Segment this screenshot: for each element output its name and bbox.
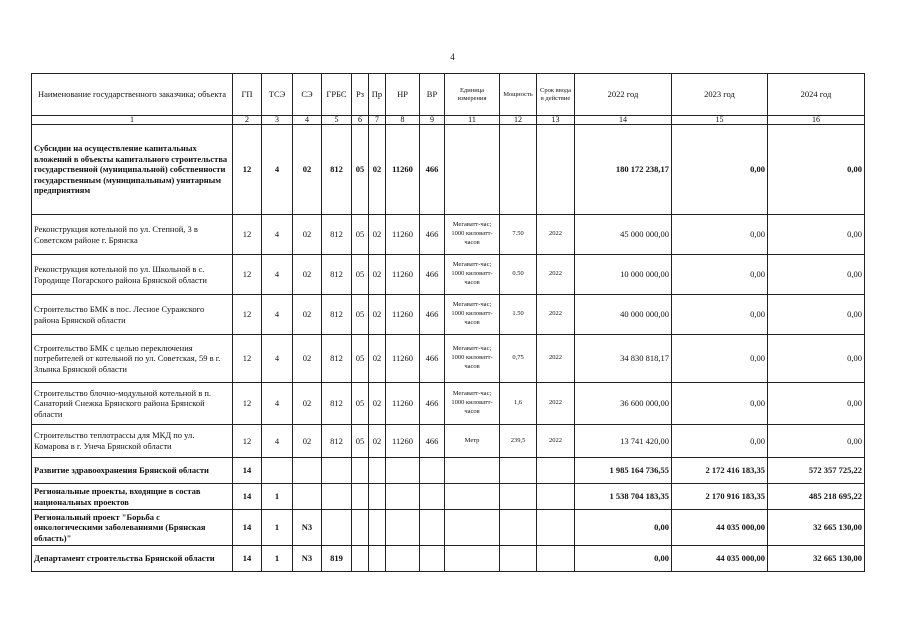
header-cell: Рз xyxy=(352,74,369,116)
table-cell: 11260 xyxy=(386,125,420,215)
table-cell: 11260 xyxy=(386,425,420,458)
table-cell xyxy=(445,458,500,484)
table-cell: 812 xyxy=(322,215,352,255)
header-cell: Наименование государственного заказчика; объекта xyxy=(32,74,233,116)
table-cell: Мегаватт-час; 1000 киловатт-часов xyxy=(445,295,500,335)
table-cell: 0,00 xyxy=(672,255,768,295)
table-cell xyxy=(500,458,537,484)
table-cell: 11260 xyxy=(386,335,420,383)
table-cell: 34 830 818,17 xyxy=(575,335,672,383)
table-cell: 0,00 xyxy=(768,335,865,383)
table-cell: 0,75 xyxy=(500,335,537,383)
table-cell xyxy=(386,458,420,484)
header-cell: 2022 год xyxy=(575,74,672,116)
table-cell: 11260 xyxy=(386,255,420,295)
page-number: 4 xyxy=(450,52,455,62)
table-cell xyxy=(262,458,293,484)
table-cell: 02 xyxy=(293,125,322,215)
column-number-cell: 16 xyxy=(768,116,865,125)
table-cell: 0,00 xyxy=(768,255,865,295)
column-number-cell: 8 xyxy=(386,116,420,125)
header-cell: Пр xyxy=(369,74,386,116)
table-cell: 2022 xyxy=(537,255,575,295)
object-name-cell: Развитие здравоохранения Брянской области xyxy=(32,458,233,484)
table-cell: Мегаватт-час; 1000 киловатт-часов xyxy=(445,255,500,295)
table-cell: 466 xyxy=(420,125,445,215)
table-cell xyxy=(500,510,537,546)
table-cell: 0,00 xyxy=(672,335,768,383)
table-cell: 485 218 695,22 xyxy=(768,484,865,510)
table-cell xyxy=(420,510,445,546)
table-row xyxy=(32,458,865,484)
column-number-cell: 13 xyxy=(537,116,575,125)
table-cell xyxy=(445,546,500,572)
table-cell: 05 xyxy=(352,425,369,458)
table-cell: 02 xyxy=(369,335,386,383)
table-cell: 812 xyxy=(322,383,352,425)
table-cell xyxy=(352,546,369,572)
table-cell xyxy=(420,484,445,510)
table-row xyxy=(32,125,865,215)
table-cell: 2 170 916 183,35 xyxy=(672,484,768,510)
table-cell: 466 xyxy=(420,295,445,335)
table-cell: 0.50 xyxy=(500,255,537,295)
column-number-cell: 14 xyxy=(575,116,672,125)
header-cell: СЭ xyxy=(293,74,322,116)
header-cell: Срок ввода в действие xyxy=(537,74,575,116)
table-cell xyxy=(369,484,386,510)
table-cell xyxy=(369,458,386,484)
table-row xyxy=(32,546,865,572)
table-body xyxy=(32,125,865,572)
column-number-cell: 6 xyxy=(352,116,369,125)
table-cell: 32 665 130,00 xyxy=(768,510,865,546)
table-cell: 0,00 xyxy=(672,425,768,458)
table-cell: 11260 xyxy=(386,295,420,335)
table-cell: 812 xyxy=(322,425,352,458)
column-number-cell: 2 xyxy=(233,116,262,125)
table-row xyxy=(32,295,865,335)
table-cell: 0,00 xyxy=(575,546,672,572)
table-cell xyxy=(445,125,500,215)
table-cell: 05 xyxy=(352,295,369,335)
table-cell xyxy=(537,484,575,510)
table-cell: 0,00 xyxy=(672,295,768,335)
table-cell: 45 000 000,00 xyxy=(575,215,672,255)
table-cell: 812 xyxy=(322,125,352,215)
table-cell xyxy=(386,546,420,572)
table-cell: 2022 xyxy=(537,383,575,425)
table-cell xyxy=(293,458,322,484)
table-cell: 466 xyxy=(420,255,445,295)
table-cell xyxy=(445,484,500,510)
table-cell: Мегаватт-час; 1000 киловатт-часов xyxy=(445,215,500,255)
table-row xyxy=(32,215,865,255)
table-cell: 819 xyxy=(322,546,352,572)
table-cell xyxy=(537,510,575,546)
table-cell: 0,00 xyxy=(768,215,865,255)
table-cell xyxy=(500,484,537,510)
table-cell: 4 xyxy=(262,125,293,215)
column-number-cell: 4 xyxy=(293,116,322,125)
table-cell: 14 xyxy=(233,546,262,572)
table-cell: N3 xyxy=(293,546,322,572)
table-cell: 4 xyxy=(262,255,293,295)
table-cell: 2022 xyxy=(537,215,575,255)
table-cell: 2 172 416 183,35 xyxy=(672,458,768,484)
table-cell: 05 xyxy=(352,125,369,215)
table-cell: 02 xyxy=(369,255,386,295)
table-cell: 466 xyxy=(420,383,445,425)
table-cell: 2022 xyxy=(537,425,575,458)
table-cell: 05 xyxy=(352,215,369,255)
table-cell: 4 xyxy=(262,335,293,383)
table-cell: 0,00 xyxy=(768,295,865,335)
table-cell: 812 xyxy=(322,255,352,295)
header-cell: ВР xyxy=(420,74,445,116)
table-cell: N3 xyxy=(293,510,322,546)
table-cell: 11260 xyxy=(386,383,420,425)
object-name-cell: Строительство теплотрассы для МКД по ул. Комарова в г. Унеча Брянской области xyxy=(32,425,233,458)
table-cell: 12 xyxy=(233,125,262,215)
header-cell: ГРБС xyxy=(322,74,352,116)
table-cell: 44 035 000,00 xyxy=(672,510,768,546)
table-cell: 1 985 164 736,55 xyxy=(575,458,672,484)
table-cell: 239,5 xyxy=(500,425,537,458)
table-cell: Метр xyxy=(445,425,500,458)
object-name-cell: Региональные проекты, входящие в состав национальных проектов xyxy=(32,484,233,510)
table-cell xyxy=(322,458,352,484)
table-cell: 2022 xyxy=(537,335,575,383)
table-cell: 1 538 704 183,35 xyxy=(575,484,672,510)
table-cell: 4 xyxy=(262,383,293,425)
table-cell: 05 xyxy=(352,335,369,383)
table-cell: 4 xyxy=(262,295,293,335)
column-number-cell: 15 xyxy=(672,116,768,125)
table-cell: 2022 xyxy=(537,295,575,335)
table-cell: Мегаватт-час; 1000 киловатт-часов xyxy=(445,335,500,383)
table-cell: 12 xyxy=(233,295,262,335)
header-row xyxy=(32,74,865,116)
table-cell: 02 xyxy=(293,335,322,383)
object-name-cell: Реконструкция котельной по ул. Школьной в с. Городище Погарского района Брянской области xyxy=(32,255,233,295)
table-cell: 02 xyxy=(293,383,322,425)
table-cell xyxy=(322,510,352,546)
header-cell: Мощность xyxy=(500,74,537,116)
column-number-cell: 5 xyxy=(322,116,352,125)
table-cell xyxy=(420,458,445,484)
table-cell: Мегаватт-час; 1000 киловатт-часов xyxy=(445,383,500,425)
table-cell: 812 xyxy=(322,295,352,335)
header-cell: Единица измерения xyxy=(445,74,500,116)
table-cell: 572 357 725,22 xyxy=(768,458,865,484)
column-number-cell: 3 xyxy=(262,116,293,125)
header-cell: НР xyxy=(386,74,420,116)
table-cell: 32 665 130,00 xyxy=(768,546,865,572)
table-cell: 13 741 420,00 xyxy=(575,425,672,458)
table-cell xyxy=(352,510,369,546)
table-row xyxy=(32,510,865,546)
header-cell: ГП xyxy=(233,74,262,116)
column-number-cell: 7 xyxy=(369,116,386,125)
table-row xyxy=(32,383,865,425)
table-cell xyxy=(500,546,537,572)
table-cell: 02 xyxy=(369,383,386,425)
table-cell: 05 xyxy=(352,383,369,425)
table-cell xyxy=(537,125,575,215)
budget-table xyxy=(31,73,865,572)
table-row xyxy=(32,484,865,510)
table-cell xyxy=(386,484,420,510)
object-name-cell: Субсидии на осуществление капитальных вложений в объекты капитального строительства государственной (муниципальной) собственности государственным (муниципальным) унитарным предприятиям xyxy=(32,125,233,215)
table-cell: 1,6 xyxy=(500,383,537,425)
table-cell: 02 xyxy=(369,425,386,458)
table-cell xyxy=(500,125,537,215)
table-cell: 14 xyxy=(233,510,262,546)
table-cell xyxy=(369,546,386,572)
table-cell: 0,00 xyxy=(768,425,865,458)
object-name-cell: Строительство блочно-модульной котельной в п. Санаторий Снежка Брянского района Брянской области xyxy=(32,383,233,425)
object-name-cell: Региональный проект "Борьба с онкологическими заболеваниями (Брянская область)" xyxy=(32,510,233,546)
table-cell: 12 xyxy=(233,425,262,458)
table-cell xyxy=(369,510,386,546)
table-cell: 02 xyxy=(293,215,322,255)
table-cell: 1 xyxy=(262,484,293,510)
table-cell xyxy=(322,484,352,510)
table-cell xyxy=(537,546,575,572)
table-cell xyxy=(445,510,500,546)
table-cell xyxy=(537,458,575,484)
table-cell: 1 xyxy=(262,546,293,572)
object-name-cell: Строительство БМК с целью переключения потребителей от котельной по ул. Советская, 59 в г. Злынка Брянской области xyxy=(32,335,233,383)
table-cell: 14 xyxy=(233,484,262,510)
table-cell xyxy=(352,484,369,510)
table-cell: 02 xyxy=(369,125,386,215)
table-cell: 812 xyxy=(322,335,352,383)
table-cell: 0,00 xyxy=(672,383,768,425)
table-cell: 05 xyxy=(352,255,369,295)
table-cell: 466 xyxy=(420,335,445,383)
table-cell: 14 xyxy=(233,458,262,484)
column-number-cell: 11 xyxy=(445,116,500,125)
table-cell xyxy=(293,484,322,510)
table-cell: 12 xyxy=(233,335,262,383)
table-cell: 4 xyxy=(262,425,293,458)
table-cell: 1.50 xyxy=(500,295,537,335)
table-cell: 44 035 000,00 xyxy=(672,546,768,572)
table-cell: 12 xyxy=(233,255,262,295)
table-cell: 180 172 238,17 xyxy=(575,125,672,215)
table-cell: 02 xyxy=(293,425,322,458)
table-cell: 0,00 xyxy=(768,125,865,215)
header-cell: 2024 год xyxy=(768,74,865,116)
table-row xyxy=(32,335,865,383)
table-cell: 466 xyxy=(420,215,445,255)
table-cell: 02 xyxy=(293,295,322,335)
table-cell: 466 xyxy=(420,425,445,458)
column-number-row xyxy=(32,116,865,125)
table-cell: 11260 xyxy=(386,215,420,255)
table-cell xyxy=(420,546,445,572)
table-cell: 10 000 000,00 xyxy=(575,255,672,295)
table-cell: 40 000 000,00 xyxy=(575,295,672,335)
table-cell: 0,00 xyxy=(672,125,768,215)
table-cell: 36 600 000,00 xyxy=(575,383,672,425)
table-row xyxy=(32,425,865,458)
table-cell: 12 xyxy=(233,215,262,255)
object-name-cell: Строительство БМК в пос. Лесное Суражского района Брянской области xyxy=(32,295,233,335)
table-cell: 02 xyxy=(369,215,386,255)
table-cell: 0,00 xyxy=(575,510,672,546)
table-cell: 7.50 xyxy=(500,215,537,255)
object-name-cell: Реконструкция котельной по ул. Степной, 3 в Советском районе г. Брянска xyxy=(32,215,233,255)
table-cell xyxy=(386,510,420,546)
header-cell: ТСЭ xyxy=(262,74,293,116)
table-cell: 1 xyxy=(262,510,293,546)
column-number-cell: 12 xyxy=(500,116,537,125)
table-cell: 02 xyxy=(293,255,322,295)
table-cell: 4 xyxy=(262,215,293,255)
table-row xyxy=(32,255,865,295)
column-number-cell: 9 xyxy=(420,116,445,125)
table-cell: 12 xyxy=(233,383,262,425)
header-cell: 2023 год xyxy=(672,74,768,116)
column-number-cell: 1 xyxy=(32,116,233,125)
table-cell xyxy=(352,458,369,484)
table-cell: 02 xyxy=(369,295,386,335)
table-cell: 0,00 xyxy=(768,383,865,425)
table-cell: 0,00 xyxy=(672,215,768,255)
object-name-cell: Департамент строительства Брянской области xyxy=(32,546,233,572)
